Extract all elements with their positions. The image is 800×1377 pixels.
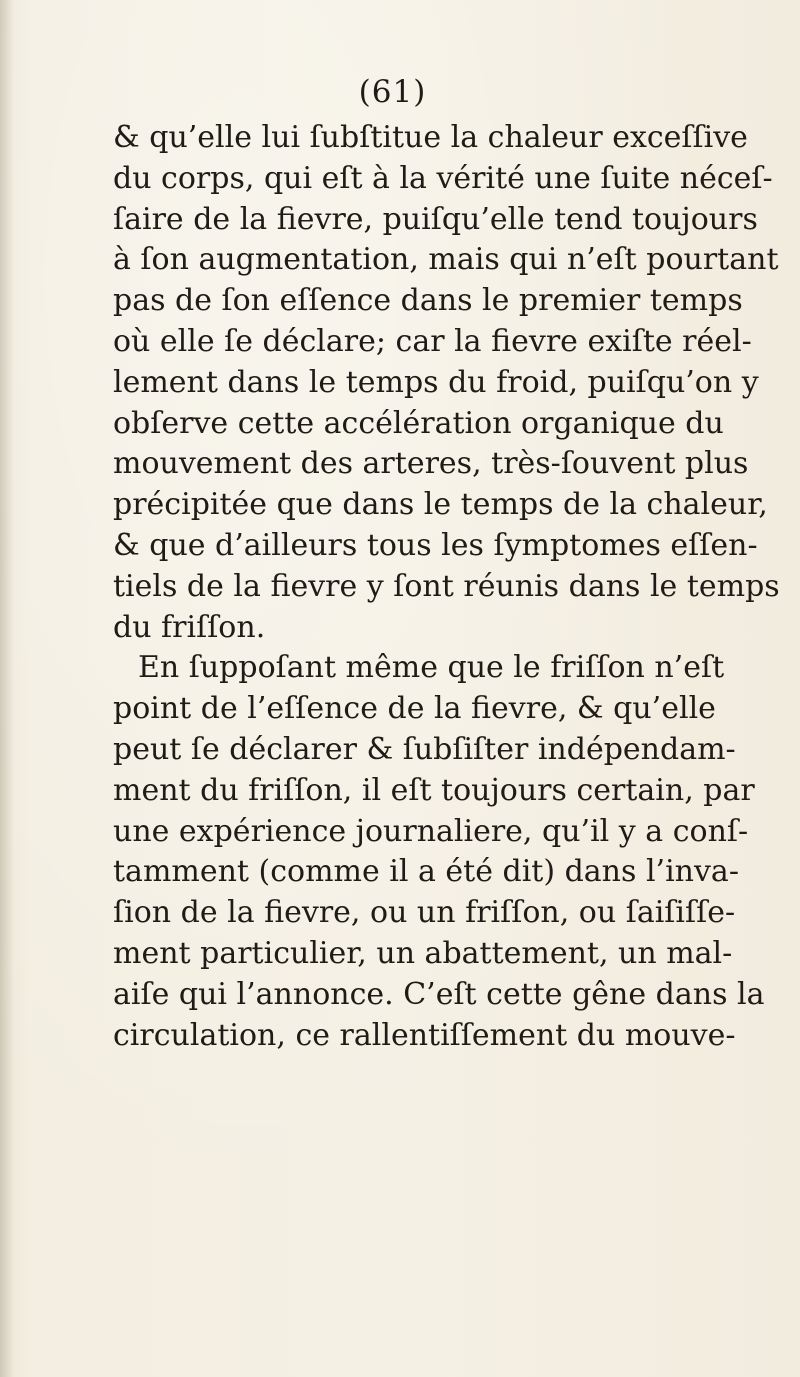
text-line: point de l’eſſence de la fievre, & qu’elle bbox=[113, 691, 716, 727]
text-line: où elle ſe déclare; car la fievre exiſte réel- bbox=[113, 323, 752, 359]
text-line: ment du friſſon, il eſt toujours certain, par bbox=[113, 772, 755, 808]
text-line: En ſuppoſant même que le friſſon n’eſt bbox=[138, 650, 725, 686]
text-line: ment particulier, un abattement, un mal- bbox=[113, 935, 733, 971]
page-number: (61) bbox=[358, 74, 427, 110]
text-line: tamment (comme il a été dit) dans l’inva- bbox=[113, 854, 739, 890]
text-line: peut ſe déclarer & ſubſiſter indépendam- bbox=[113, 731, 736, 767]
text-line: mouvement des arteres, très-ſouvent plus bbox=[113, 446, 749, 482]
text-line: obſerve cette accélération organique du bbox=[113, 405, 724, 441]
text-line: circulation, ce rallentiſſement du mouve- bbox=[113, 1017, 736, 1053]
text-line: du corps, qui eſt à la vérité une ſuite néceſ- bbox=[113, 160, 773, 196]
text-line: du friſſon. bbox=[113, 609, 266, 645]
text-line: ſaire de la fievre, puiſqu’elle tend toujours bbox=[113, 201, 758, 237]
text-line: précipitée que dans le temps de la chaleur, bbox=[113, 487, 768, 523]
page-gutter-shadow bbox=[0, 0, 14, 1377]
text-line: aiſe qui l’annonce. C’eſt cette gêne dans la bbox=[113, 976, 765, 1012]
text-line: tiels de la fievre y ſont réunis dans le temps bbox=[113, 568, 780, 604]
text-line: & que d’ailleurs tous les ſymptomes eſſen- bbox=[113, 527, 758, 563]
text-line: pas de ſon eſſence dans le premier temps bbox=[113, 283, 743, 319]
text-line: à ſon augmentation, mais qui n’eſt pourtant bbox=[113, 242, 779, 278]
text-line: une expérience journaliere, qu’il y a conſ- bbox=[113, 813, 749, 849]
text-line: ſion de la fievre, ou un friſſon, ou ſaiſiſſe- bbox=[113, 895, 736, 931]
body-text bbox=[113, 118, 780, 1056]
text-line: lement dans le temps du froid, puiſqu’on y bbox=[113, 364, 759, 400]
text-line: & qu’elle lui ſubſtitue la chaleur exceſſive bbox=[113, 120, 748, 155]
